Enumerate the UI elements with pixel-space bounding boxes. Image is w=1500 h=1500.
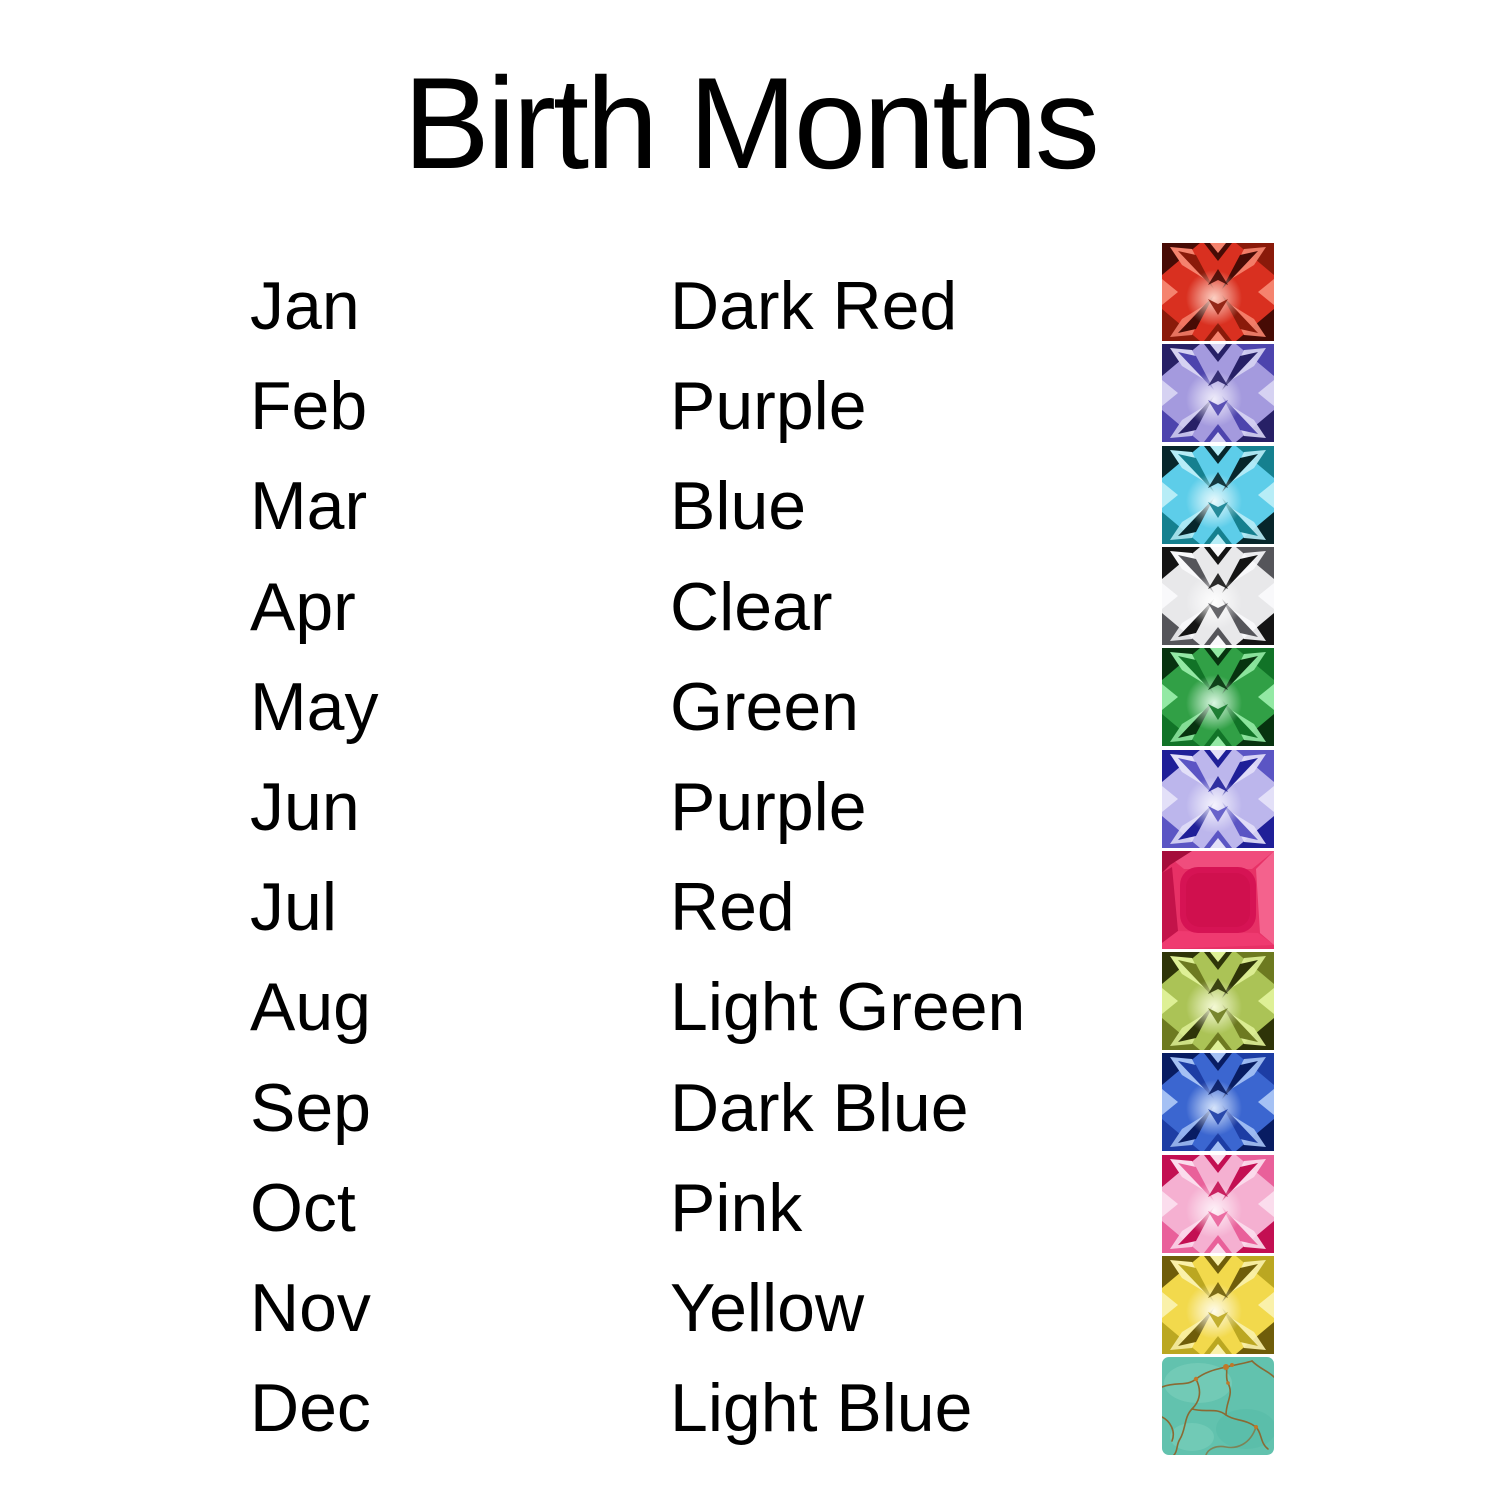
- month-label: Jul: [250, 869, 337, 946]
- gem-svg: [1162, 1053, 1274, 1151]
- gemstone-image: [1162, 1357, 1274, 1455]
- gemstone-image: [1162, 1155, 1274, 1253]
- gem-svg: [1162, 851, 1274, 949]
- color-name-label: Dark Blue: [670, 1069, 969, 1146]
- gem-svg: [1162, 952, 1274, 1050]
- gemstone-image: [1162, 750, 1274, 848]
- color-name-label: Light Blue: [670, 1370, 973, 1447]
- gem-svg: [1162, 1155, 1274, 1253]
- month-label: Apr: [250, 568, 356, 645]
- month-label: Aug: [250, 969, 371, 1046]
- gemstone-image: [1162, 547, 1274, 645]
- gemstone-image: [1162, 446, 1274, 544]
- gem-svg: [1162, 1357, 1274, 1455]
- gemstone-image: [1162, 243, 1274, 341]
- page-title: Birth Months: [403, 50, 1097, 196]
- month-label: Mar: [250, 468, 368, 545]
- month-label: Jun: [250, 769, 360, 845]
- gem-svg: [1162, 446, 1274, 544]
- color-name-label: Purple: [670, 368, 867, 445]
- gemstone-image: [1162, 648, 1274, 746]
- gemstone-image: [1162, 344, 1274, 442]
- month-label: Nov: [250, 1270, 371, 1346]
- gemstone-image: [1162, 952, 1274, 1050]
- color-name-label: Light Green: [670, 969, 1026, 1046]
- month-label: May: [250, 668, 379, 745]
- color-name-label: Purple: [670, 769, 867, 845]
- gem-svg: [1162, 344, 1274, 442]
- gemstone-image: [1162, 1256, 1274, 1354]
- month-label: Jan: [250, 268, 360, 344]
- gemstone-image: [1162, 1053, 1274, 1151]
- color-name-label: Clear: [670, 568, 833, 645]
- gemstone-image: [1162, 851, 1274, 949]
- gem-svg: [1162, 750, 1274, 848]
- gem-svg: [1162, 243, 1274, 341]
- month-label: Feb: [250, 368, 368, 445]
- gem-svg: [1162, 1256, 1274, 1354]
- month-label: Sep: [250, 1069, 371, 1146]
- color-name-label: Green: [670, 668, 859, 745]
- gem-svg: [1162, 648, 1274, 746]
- gem-svg: [1162, 547, 1274, 645]
- color-name-label: Dark Red: [670, 268, 958, 344]
- month-label: Dec: [250, 1370, 371, 1447]
- color-name-label: Yellow: [670, 1270, 865, 1346]
- color-name-label: Blue: [670, 468, 807, 545]
- color-name-label: Red: [670, 869, 795, 946]
- color-name-label: Pink: [670, 1169, 803, 1246]
- month-label: Oct: [250, 1169, 356, 1246]
